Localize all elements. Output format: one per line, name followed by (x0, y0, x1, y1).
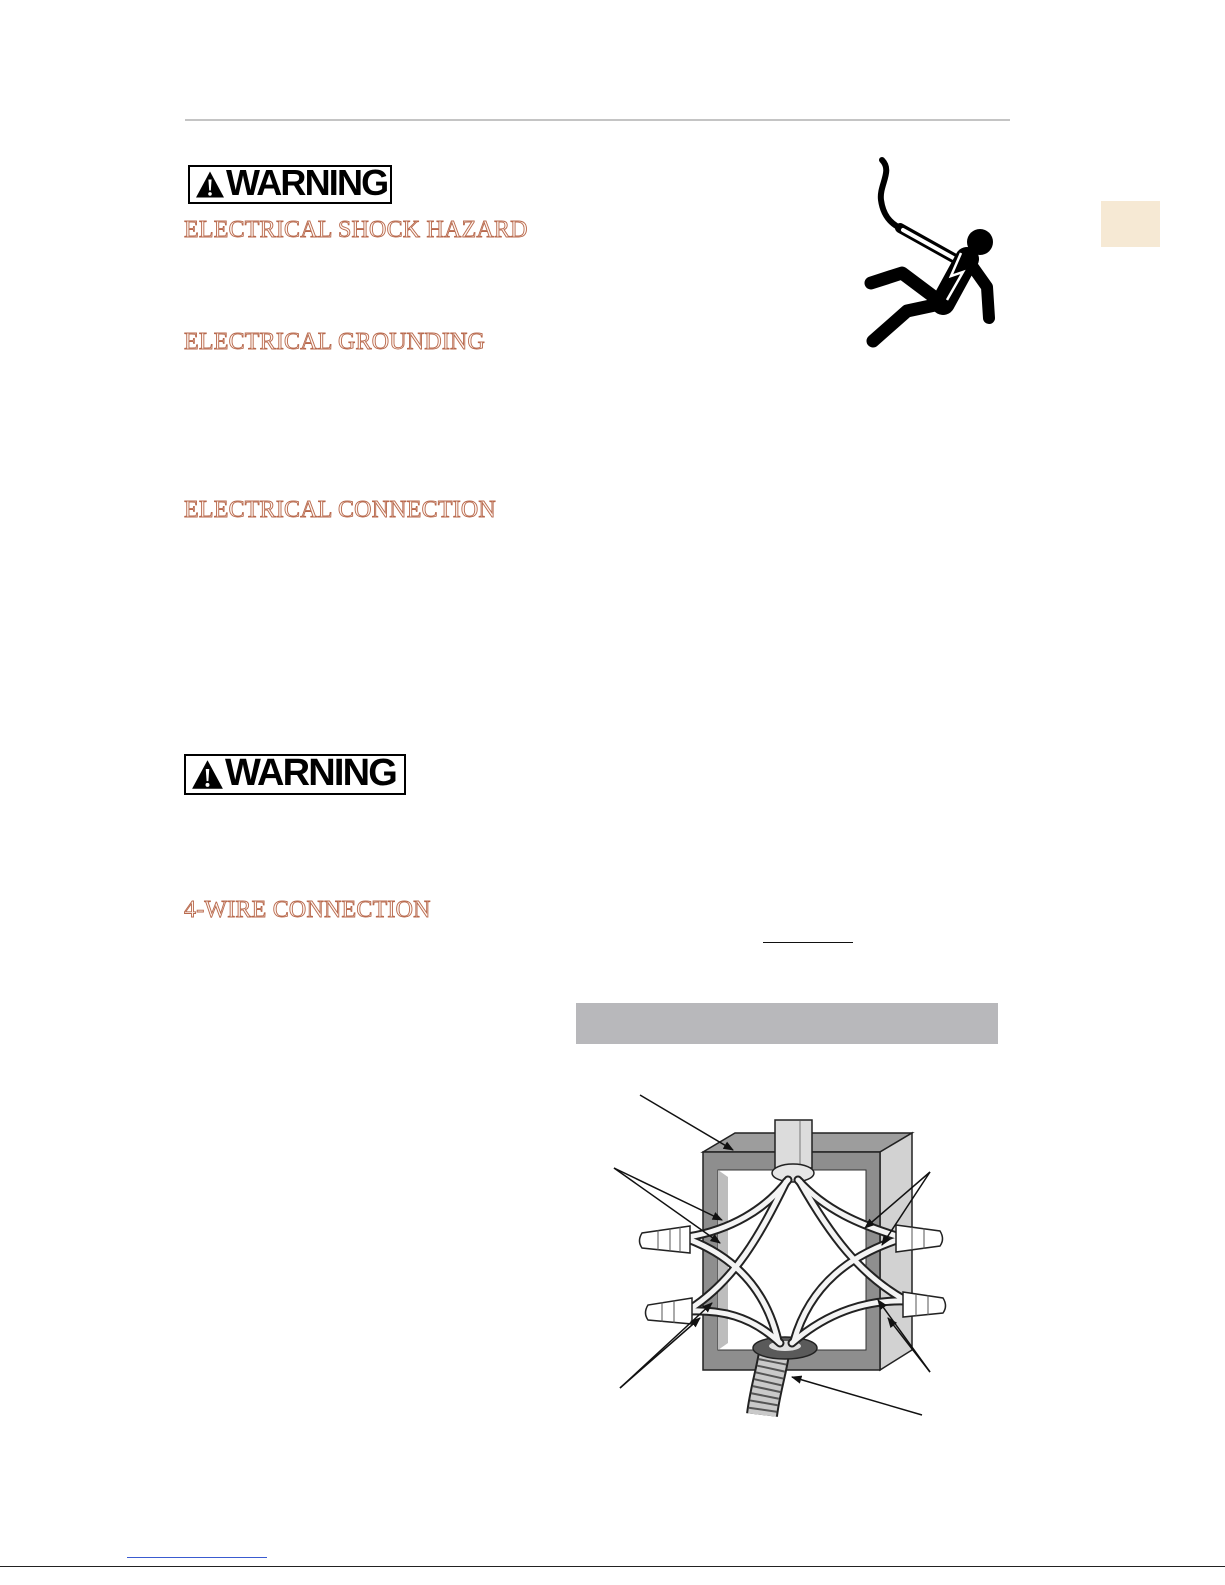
warning-label (188, 162, 392, 204)
footer-link-underline[interactable] (127, 1557, 267, 1558)
warning-text: WARNING (225, 752, 397, 794)
warning-triangle-icon (191, 759, 224, 790)
junction-box-wiring-diagram (600, 1085, 960, 1420)
heading-electrical-grounding: ELECTRICAL GROUNDING (184, 329, 486, 355)
warning-triangle-icon (195, 170, 225, 199)
blank-underline (763, 942, 853, 943)
top-rule (185, 119, 1010, 121)
warning-text: WARNING (226, 162, 388, 203)
flexible-cable (753, 1337, 817, 1415)
heading-electrical-connection: ELECTRICAL CONNECTION (184, 497, 496, 523)
figure-caption-bar (576, 1003, 998, 1044)
heading-electrical-shock-hazard: ELECTRICAL SHOCK HAZARD (184, 217, 528, 243)
warning-label (184, 754, 406, 795)
heading-4-wire-connection: 4-WIRE CONNECTION (184, 897, 431, 923)
conduit (772, 1120, 814, 1182)
electrical-shock-icon (855, 155, 1000, 350)
bottom-rule (0, 1566, 1225, 1567)
section-tab (1101, 201, 1160, 247)
